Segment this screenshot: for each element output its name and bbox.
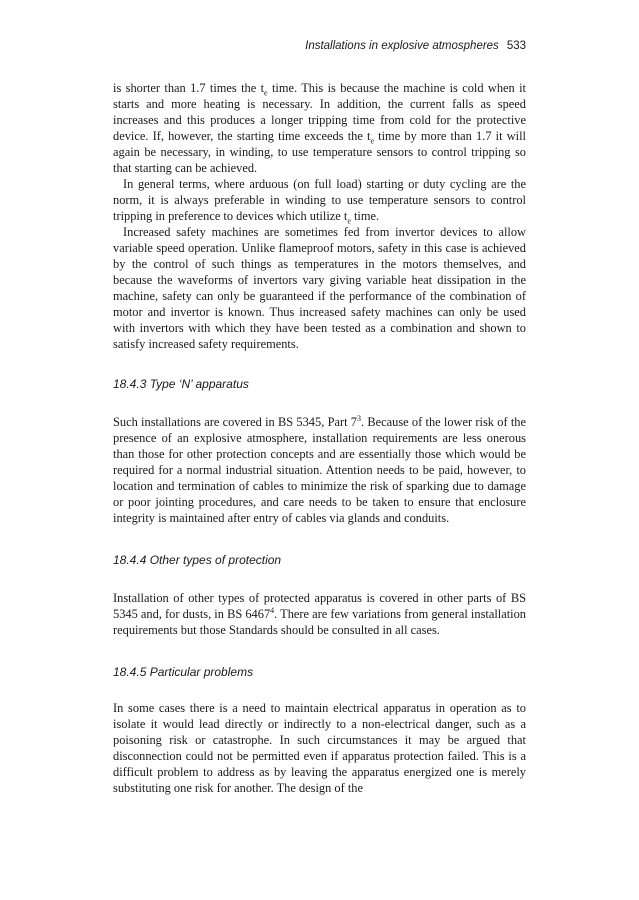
body-paragraph: is shorter than 1.7 times the $t_e$ time. This is because the machine is cold when it starts and more heating is necessary. In addition, the current falls as speed increases and this produces a longer tripping time from cold for the protective device. If, however, the starting time exceeds the $t_e$ time by more than 1.7 it will again be necessary, in winding, to use temperature sensors to control tripping so that starting can be achieved.	[113, 81, 526, 175]
reference-superscript: 4	[270, 605, 275, 615]
section-heading-18-4-4: 18.4.4 Other types of protection	[113, 553, 282, 567]
page	[113, 38, 526, 796]
body-paragraph: Installation of other types of protected apparatus is covered in other parts of BS 5345 and, for dusts, in BS 6467$^4$. There are few variations from general installation requirements but those Standards should be consulted in all cases.	[113, 591, 526, 637]
body-paragraph: Such installations are covered in BS 5345, Part $7^3$. Because of the lower risk of the presence of an explosive atmosphere, installation requirements are less onerous than those for other protection concepts and are essentially those which would be required for a normal industrial situation. Attention needs to be paid, however, to location and termination of cables to minimize the risk of sparking due to damage or poor jointing procedures, and care needs to be taken to ensure that enclosure integrity is maintained after entry of cables via glands and conduits.	[113, 413, 526, 525]
section-heading-18-4-3: 18.4.3 Type ‘N’ apparatus	[113, 377, 249, 391]
section-heading-18-4-5: 18.4.5 Particular problems	[113, 665, 254, 679]
reference-superscript: 3	[357, 413, 361, 423]
body-paragraph: In general terms, where arduous (on full load) starting or duty cycling are the norm, it is always preferable in winding to use temperature sensors to control tripping in preference to devices which utilize $t_e$ time.	[113, 177, 526, 226]
body-paragraph: Increased safety machines are sometimes fed from invertor devices to allow variable speed operation. Unlike flameproof motors, safety in this case is achieved by the control of such things as temperatures in the motors themselves, and because the waveforms of invertors vary giving variable heat dissipation in the machine, safety can only be guaranteed if the performance of the combination of motor and invertor is known. Thus increased safety machines can only be used with invertors with which they have been tested as a combination and shown to satisfy increased safety requirements.	[113, 225, 526, 351]
running-head	[113, 38, 526, 54]
body-paragraph: In some cases there is a need to maintain electrical apparatus in operation as to isolate it would lead directly or indirectly to a non-electrical danger, such as a poisoning risk or catastrophe. In such circumstances it may be argued that disconnection could not be permitted even if apparatus protection failed. This is a difficult problem to address as by leaving the apparatus energized one is merely substituting one risk for another. The design of the	[113, 701, 526, 795]
page-number: 533	[506, 40, 526, 52]
running-head-title: Installations in explosive atmospheres	[305, 40, 499, 52]
